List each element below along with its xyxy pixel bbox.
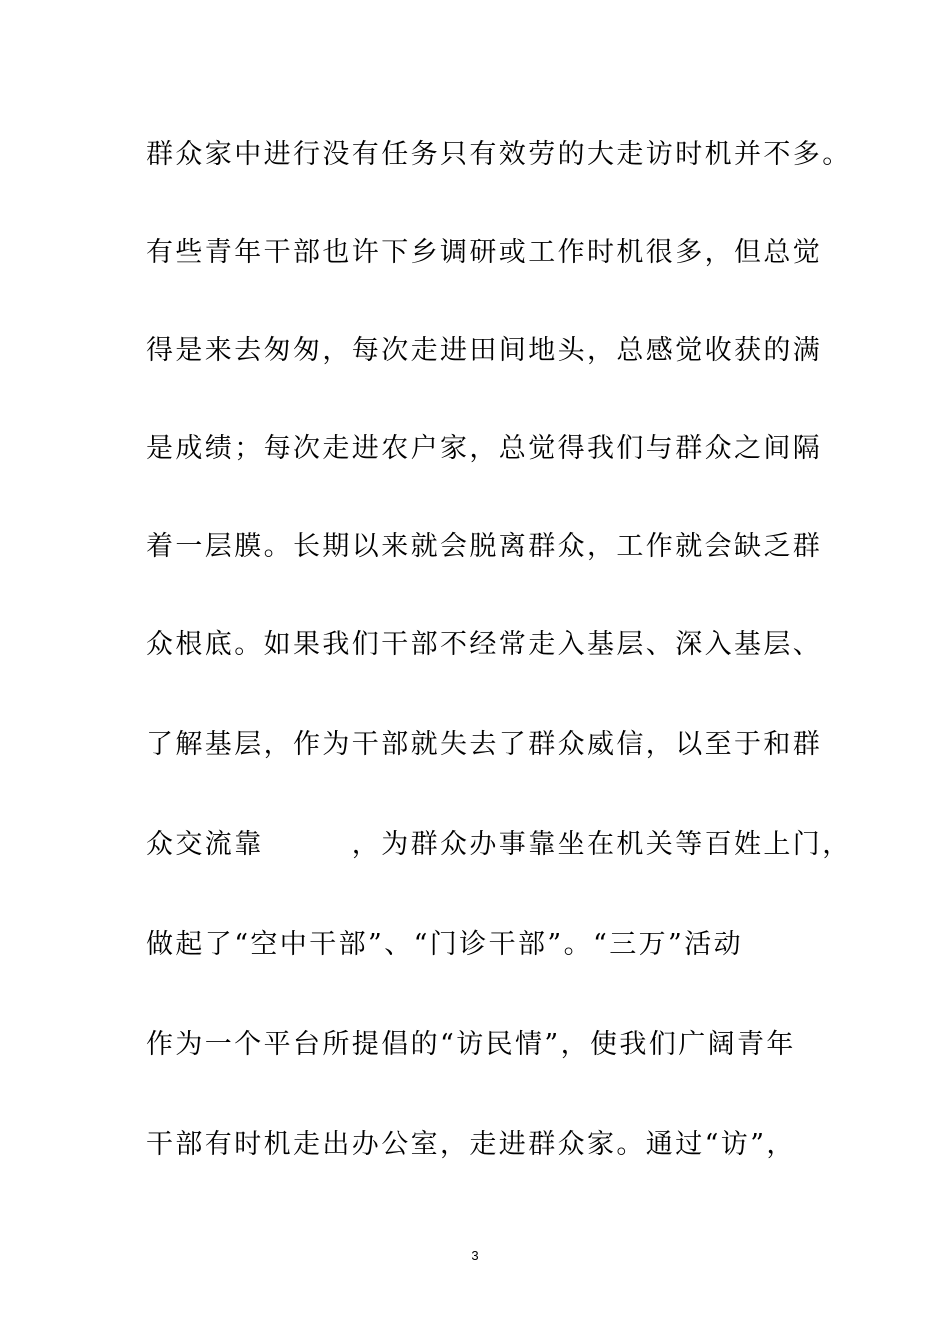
text-line-4: 是成绩；每次走进农户家，总觉得我们与群众之间隔 bbox=[146, 433, 823, 464]
page-number: 3 bbox=[471, 1248, 479, 1263]
text-line-9: 做起了“空中干部”、“门诊干部”。“三万”活动 bbox=[146, 929, 744, 960]
text-line-1: 群众家中进行没有任务只有效劳的大走访时机并不多。 bbox=[146, 139, 852, 170]
text-line-10: 作为一个平台所提倡的“访民情”，使我们广阔青年 bbox=[146, 1029, 796, 1060]
text-line-3: 得是来去匆匆，每次走进田间地头，总感觉收获的满 bbox=[146, 335, 823, 366]
text-line-2: 有些青年干部也许下乡调研或工作时机很多，但总觉 bbox=[146, 237, 823, 268]
text-line-7: 了解基层，作为干部就失去了群众威信，以至于和群 bbox=[146, 729, 823, 760]
text-line-6: 众根底。如果我们干部不经常走入基层、深入基层、 bbox=[146, 629, 823, 660]
text-line-5: 着一层膜。长期以来就会脱离群众，工作就会缺乏群 bbox=[146, 531, 823, 562]
text-line-11: 干部有时机走出办公室，走进群众家。通过“访”， bbox=[146, 1129, 796, 1160]
text-line-8: 众交流靠 ，为群众办事靠坐在机关等百姓上门， bbox=[146, 829, 852, 860]
